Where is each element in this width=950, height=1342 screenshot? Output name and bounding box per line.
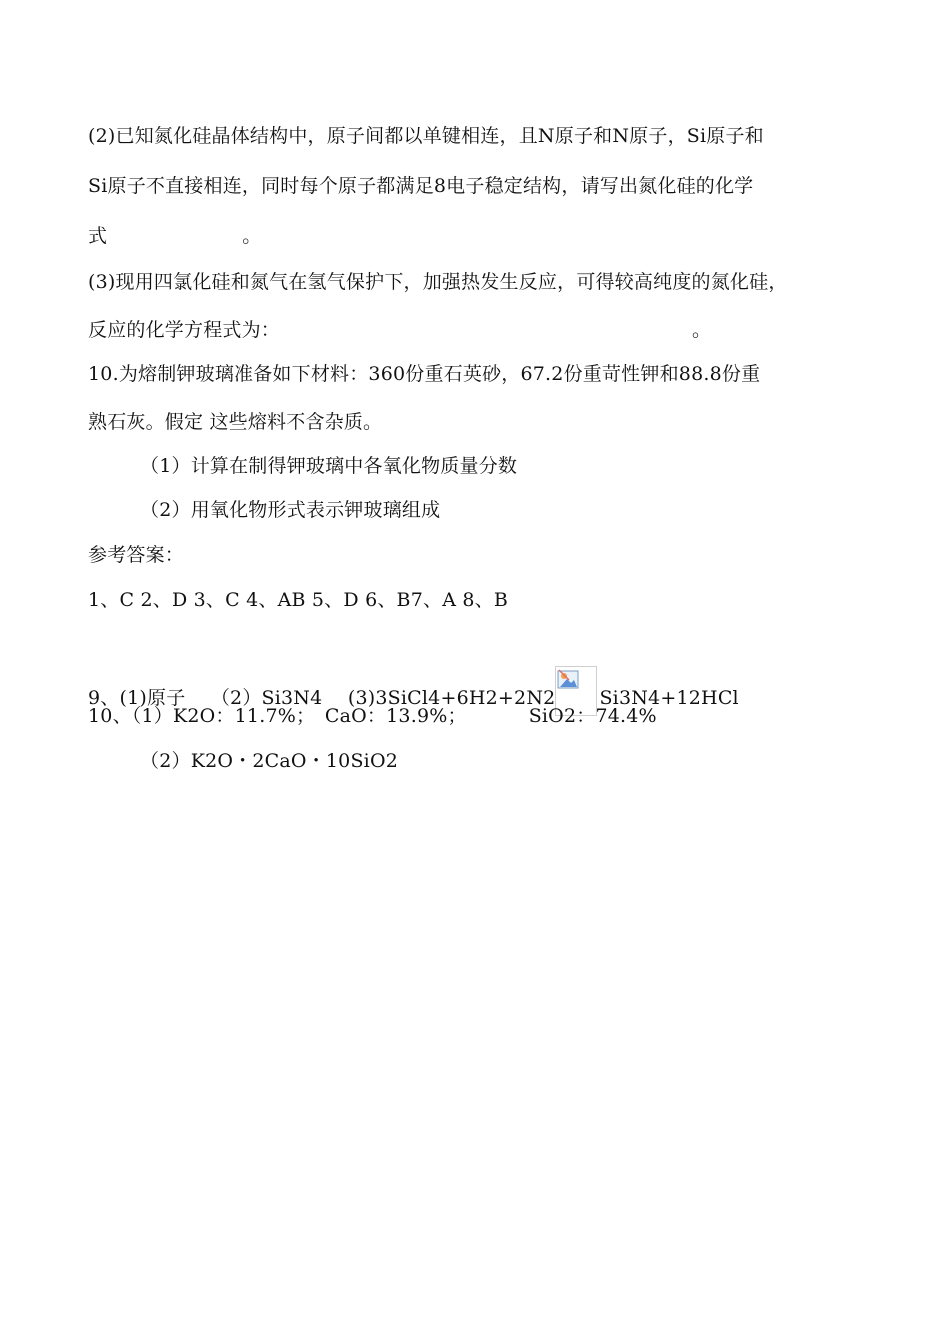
q9-part3-line1: (3)现用四氯化硅和氮气在氢气保护下，加强热发生反应，可得较高纯度的氮化硅，	[88, 271, 788, 293]
q10-sub1: （1）计算在制得钾玻璃中各氧化物质量分数	[140, 455, 518, 477]
q9-part3-line2-prefix: 反应的化学方程式为：	[88, 319, 281, 341]
q9-part2-line1: (2)已知氮化硅晶体结构中，原子间都以单键相连，且N原子和N原子，Si原子和	[88, 125, 764, 147]
q9-part3-line2	[88, 318, 711, 342]
q10-line2: 熟石灰。假定 这些熔料不含杂质。	[88, 411, 383, 433]
answer-9-prefix: 9、(1)原子 （2）Si3N4 (3)3SiCl4+6H2+2N2	[88, 687, 556, 709]
answers-multiple-choice: 1、C 2、D 3、C 4、AB 5、D 6、B7、A 8、B	[88, 589, 509, 611]
answer-10-line2: （2）K2O・2CaO・10SiO2	[140, 750, 399, 772]
q9-part2-line3	[88, 224, 261, 248]
q9-part2-line2: Si原子不直接相连，同时每个原子都满足8电子稳定结构，请写出氮化硅的化学	[88, 175, 754, 197]
q10-sub2: （2）用氧化物形式表示钾玻璃组成	[140, 499, 441, 521]
q9-part2-line3-end: 。	[242, 225, 262, 247]
answer-10-line1-a: 10、（1）K2O：11.7%； CaO：13.9%；	[88, 705, 467, 727]
answer-9-suffix: Si3N4+12HCl	[599, 687, 739, 709]
answers-heading: 参考答案：	[88, 544, 185, 566]
q9-part3-line2-end: 。	[692, 319, 712, 341]
answer-9	[88, 660, 739, 710]
answer-10-line1	[88, 704, 657, 728]
q9-part2-line3-prefix: 式	[88, 225, 108, 247]
answer-10-line1-b: SiO2：74.4%	[528, 705, 657, 727]
q10-line1: 10.为熔制钾玻璃准备如下材料：360份重石英砂，67.2份重苛性钾和88.8份重	[88, 363, 761, 385]
